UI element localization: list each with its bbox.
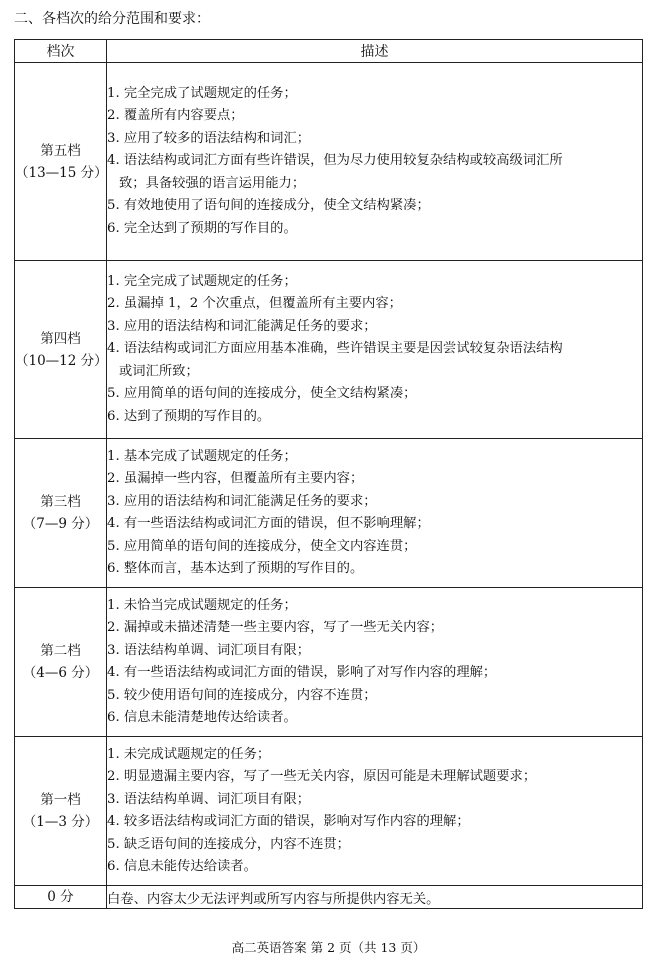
description-cell	[107, 588, 643, 737]
list-item: 3. 语法结构单调、词汇项目有限；	[107, 791, 311, 807]
level-name: 第五档	[40, 142, 81, 159]
level-name: 第二档	[40, 643, 81, 659]
level-cell: 0 分	[15, 886, 107, 909]
level-name: 第四档	[40, 330, 81, 347]
level-range: （10—12 分）	[15, 352, 108, 369]
description-cell	[107, 737, 643, 886]
level-name: 第三档	[40, 494, 81, 510]
list-item: 2. 虽漏掉 1，2 个次重点，但覆盖所有主要内容；	[107, 296, 402, 312]
list-item: 5. 应用简单的语句间的连接成分，使全文内容连贯；	[107, 538, 417, 554]
list-item: 5. 有效地使用了语句间的连接成分，使全文结构紧凑；	[107, 198, 430, 214]
list-item: 4. 语法结构或词汇方面有些许错误，但为尽力使用较复杂结构或较高级词汇所	[107, 153, 563, 169]
list-item: 2. 明显遗漏主要内容，写了一些无关内容，原因可能是未理解试题要求；	[107, 769, 537, 784]
table-header-row	[15, 40, 643, 63]
level-range: （4—6 分）	[22, 665, 99, 681]
level-cell	[15, 261, 107, 439]
level-range: （1—3 分）	[22, 814, 99, 830]
list-item: 6. 达到了预期的写作目的。	[107, 408, 271, 424]
table-row	[15, 261, 643, 439]
grading-table	[14, 39, 643, 909]
page-footer: 高二英语答案 第 2 页（共 13 页）	[231, 940, 426, 955]
level-range: （13—15 分）	[15, 164, 108, 181]
header-description: 描述	[107, 40, 643, 63]
list-item: 3. 应用了较多的语法结构和词汇；	[107, 130, 311, 146]
list-item: 4. 有一些语法结构或词汇方面的错误，影响了对写作内容的理解；	[107, 665, 497, 680]
list-item: 致；具备较强的语言运用能力；	[119, 175, 306, 191]
list-item: 6. 完全达到了预期的写作目的。	[107, 220, 297, 236]
list-item: 4. 较多语法结构或词汇方面的错误，影响对写作内容的理解；	[107, 814, 470, 829]
list-item: 5. 应用简单的语句间的连接成分，使全文结构紧凑；	[107, 386, 417, 402]
list-item: 4. 有一些语法结构或词汇方面的错误，但不影响理解；	[107, 516, 430, 531]
description-cell	[107, 63, 643, 261]
description-cell: 白卷、内容太少无法评判或所写内容与所提供内容无关。	[107, 886, 643, 909]
criteria-list	[107, 83, 642, 241]
list-item: 2. 覆盖所有内容要点；	[107, 108, 244, 124]
list-item: 1. 完全完成了试题规定的任务；	[107, 273, 297, 289]
list-item: 3. 应用的语法结构和词汇能满足任务的要求；	[107, 318, 377, 334]
list-item: 1. 基本完成了试题规定的任务；	[107, 448, 297, 464]
list-item: 3. 语法结构单调、词汇项目有限；	[107, 642, 311, 658]
criteria-list	[107, 595, 642, 730]
description-cell	[107, 261, 643, 439]
table-row	[15, 439, 643, 588]
list-item: 6. 信息未能传达给读者。	[107, 859, 257, 874]
level-cell	[15, 737, 107, 886]
level-cell	[15, 63, 107, 261]
list-item: 4. 语法结构或词汇方面应用基本准确，些许错误主要是因尝试较复杂语法结构	[107, 341, 563, 357]
list-item: 1. 未恰当完成试题规定的任务；	[107, 597, 297, 613]
section-title: 二、各档次的给分范围和要求：	[14, 11, 210, 27]
table-row	[15, 63, 643, 261]
level-cell	[15, 588, 107, 737]
criteria-list	[107, 744, 642, 879]
table-row-zero	[15, 886, 643, 909]
description-cell	[107, 439, 643, 588]
list-item: 2. 漏掉或未描述清楚一些主要内容，写了一些无关内容；	[107, 620, 444, 635]
list-item: 5. 较少使用语句间的连接成分，内容不连贯；	[107, 687, 377, 703]
level-range: （7—9 分）	[22, 516, 99, 532]
criteria-list	[107, 446, 642, 581]
criteria-list	[107, 271, 642, 429]
list-item: 或词汇所致；	[119, 363, 199, 379]
list-item: 6. 信息未能清楚地传达给读者。	[107, 710, 297, 725]
list-item: 2. 虽漏掉一些内容，但覆盖所有主要内容；	[107, 471, 364, 486]
level-cell	[15, 439, 107, 588]
table-row	[15, 588, 643, 737]
list-item: 1. 完全完成了试题规定的任务；	[107, 85, 297, 101]
header-level: 档次	[15, 40, 107, 63]
list-item: 6. 整体而言，基本达到了预期的写作目的。	[107, 561, 364, 576]
list-item: 3. 应用的语法结构和词汇能满足任务的要求；	[107, 493, 377, 509]
list-item: 5. 缺乏语句间的连接成分，内容不连贯；	[107, 836, 350, 852]
level-name: 第一档	[40, 792, 81, 808]
table-row	[15, 737, 643, 886]
list-item: 1. 未完成试题规定的任务；	[107, 746, 271, 762]
